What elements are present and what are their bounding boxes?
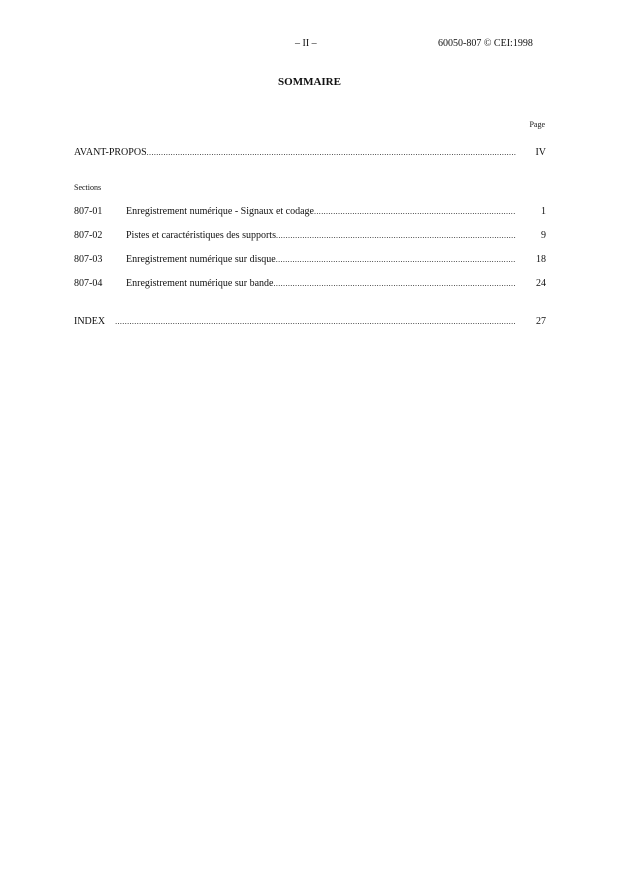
toc-entry-label: Enregistrement numérique sur bande [126,278,274,289]
toc-entry-foreword[interactable] [74,146,546,160]
dot-leader [273,277,516,291]
dot-leader [314,205,516,219]
toc-entry-label: INDEX [74,316,106,327]
page-number: – II – [295,38,317,49]
toc-entry-section[interactable] [74,205,546,219]
toc-entry-index[interactable] [74,315,546,329]
toc-entry-page: IV [535,147,546,158]
toc-entry-number: 807-02 [74,230,103,241]
toc-entry-section[interactable] [74,229,546,243]
toc-entry-number: 807-03 [74,254,103,265]
toc-entry-number: 807-01 [74,206,103,217]
toc-entry-label: AVANT-PROPOS [74,147,147,158]
toc-entry-number: 807-04 [74,278,103,289]
toc-entry-label: Enregistrement numérique - Signaux et codage [126,206,314,217]
toc-entry-section[interactable] [74,253,546,267]
dot-leader [276,229,516,243]
sections-label: Sections [74,183,102,192]
toc-entry-page: 27 [536,316,546,327]
toc-entry-page: 24 [536,278,546,289]
dot-leader [147,146,516,160]
toc-entry-section[interactable] [74,277,546,291]
document-reference: 60050-807 © CEI:1998 [438,38,533,49]
page-column-label: Page [529,120,545,129]
toc-entry-page: 18 [536,254,546,265]
dot-leader [276,253,516,267]
toc-entry-label: Enregistrement numérique sur disque [126,254,276,265]
toc-entry-page: 9 [541,230,546,241]
page-title: SOMMAIRE [278,76,341,88]
dot-leader [115,315,516,329]
toc-entry-label: Pistes et caractéristiques des supports [126,230,276,241]
toc-entry-page: 1 [541,206,546,217]
